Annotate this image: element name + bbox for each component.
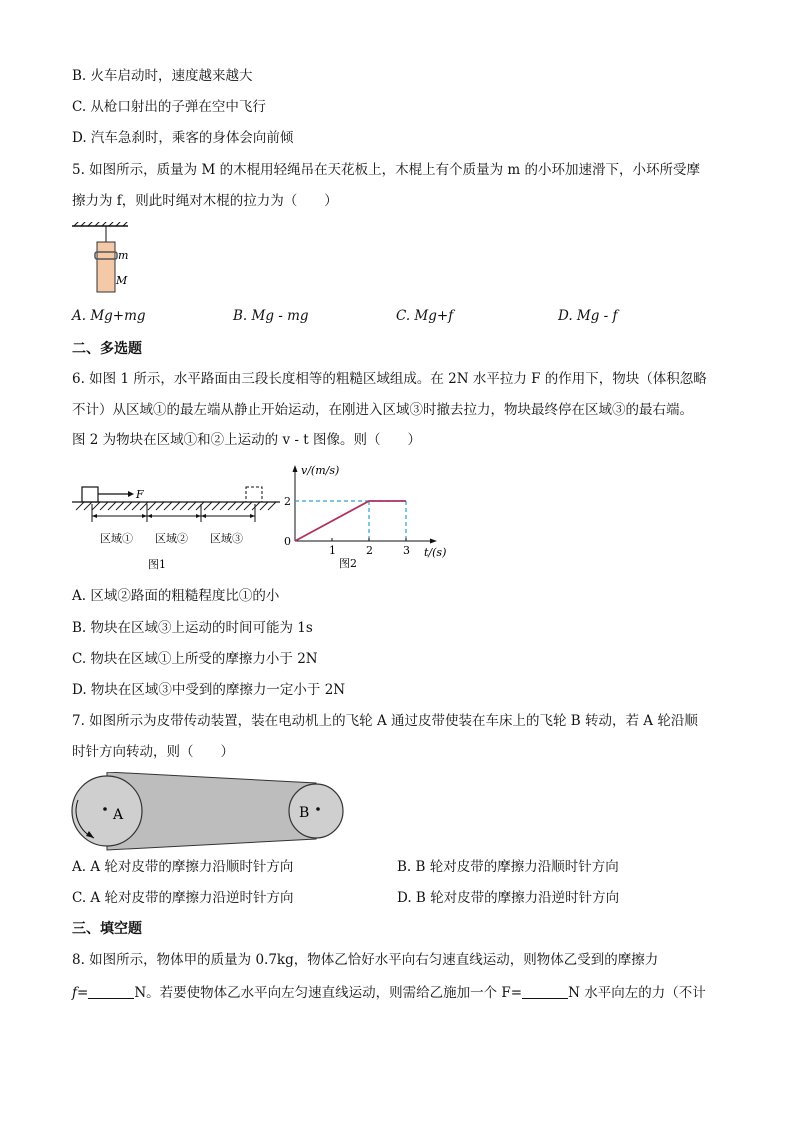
y-tick-label: 2 [284, 495, 291, 508]
q4-option-b: B. 火车启动时，速度越来越大 [72, 68, 253, 84]
q7-belt-figure [70, 772, 350, 852]
q7-option-a: A. A 轮对皮带的摩擦力沿顺时针方向 [72, 859, 294, 875]
q7-option-c: C. A 轮对皮带的摩擦力沿逆时针方向 [72, 890, 294, 906]
wheel-b [289, 784, 343, 838]
label-m: m [118, 249, 129, 262]
q6-option-a: A. 区域②路面的粗糙程度比①的小 [72, 588, 280, 604]
q6-text-line3: 图 2 为物块在区域①和②上运动的 v - t 图像。则（ ） [72, 432, 421, 448]
y-axis-label: v/(m/s) [301, 464, 340, 477]
label-M: M [116, 274, 128, 287]
q6-option-c: C. 物块在区域①上所受的摩擦力小于 2N [72, 651, 318, 667]
x-tick-label-1: 1 [329, 544, 336, 557]
q5-option-d: D. Mg - f [558, 308, 618, 324]
q6-vt-chart [280, 460, 455, 575]
q6-option-d: D. 物块在区域③中受到的摩擦力一定小于 2N [72, 682, 346, 698]
x-tick-label-2: 2 [366, 544, 373, 557]
origin-label: 0 [284, 535, 291, 548]
force-label: F [136, 488, 144, 501]
section-fill-in: 三、填空题 [72, 921, 142, 937]
q5-text-line1: 5. 如图所示，质量为 M 的木棍用轻绳吊在天花板上，木棍上有个质量为 m 的小环加速滑下，小环所受摩 [72, 162, 700, 178]
y-axis-arrow [293, 465, 298, 472]
q8-blank-2[interactable] [522, 984, 568, 999]
wheel-b-label: B [299, 805, 310, 821]
q5-option-c: C. Mg+f [396, 308, 454, 324]
q8-text-mid: N。若要使物体乙水平向左匀速直线运动，则需给乙施加一个 F= [134, 985, 523, 1001]
figure2-caption: 图2 [339, 557, 357, 570]
q5-text-line2: 擦力为 f，则此时绳对木棍的拉力为（ ） [72, 193, 338, 209]
zone-3-label: 区域③ [210, 532, 243, 545]
wheel-a [72, 776, 142, 846]
q4-option-c: C. 从枪口射出的子弹在空中飞行 [72, 99, 266, 115]
q4-option-d: D. 汽车急刹时，乘客的身体会向前倾 [72, 130, 294, 146]
q6-text-line1: 6. 如图 1 所示，水平路面由三段长度相等的粗糙区域组成。在 2N 水平拉力 F 的作用下，物块（体积忽略 [72, 371, 707, 387]
q7-text-line2: 时针方向转动，则（ ） [72, 744, 234, 760]
q7-option-b: B. B 轮对皮带的摩擦力沿顺时针方向 [397, 859, 619, 875]
q5-option-b: B. Mg - mg [233, 308, 309, 324]
q6-figure1 [70, 480, 285, 575]
q6-text-line2: 不计）从区域①的最左端从静止开始运动，在刚进入区域③时撤去拉力，物块最终停在区域③的最右端。 [72, 402, 693, 418]
velocity-line [295, 501, 406, 541]
q5-option-a: A. Mg+mg [72, 308, 146, 324]
stick [97, 242, 115, 292]
q8-text-line1: 8. 如图所示，物体甲的质量为 0.7kg，物体乙恰好水平向右匀速直线运动，则物体乙受到的摩擦力 [72, 952, 659, 968]
q8-text-line2 [72, 983, 706, 1003]
q8-f-label: f= [72, 985, 89, 1001]
x-axis-arrow [430, 539, 437, 544]
x-tick-label-3: 3 [403, 544, 410, 557]
wheel-a-label: A [113, 807, 124, 823]
q6-option-b: B. 物块在区域③上运动的时间可能为 1s [72, 620, 313, 636]
q8-text-end: N 水平向左的力（不计 [568, 985, 706, 1001]
section-multi-choice: 二、多选题 [72, 341, 142, 357]
figure1-caption: 图1 [148, 558, 166, 571]
zone-2-label: 区域② [155, 532, 188, 545]
q7-option-d: D. B 轮对皮带的摩擦力沿逆时针方向 [397, 890, 620, 906]
q5-figure [70, 222, 150, 302]
final-block-dashed [246, 487, 262, 502]
q8-blank-1[interactable] [88, 984, 134, 999]
q7-text-line1: 7. 如图所示为皮带传动装置，装在电动机上的飞轮 A 通过皮带使装在车床上的飞轮 B 转动，若 A 轮沿顺 [72, 713, 698, 729]
block [82, 487, 98, 502]
x-axis-label: t/(s) [424, 546, 447, 559]
zone-1-label: 区域① [100, 532, 133, 545]
